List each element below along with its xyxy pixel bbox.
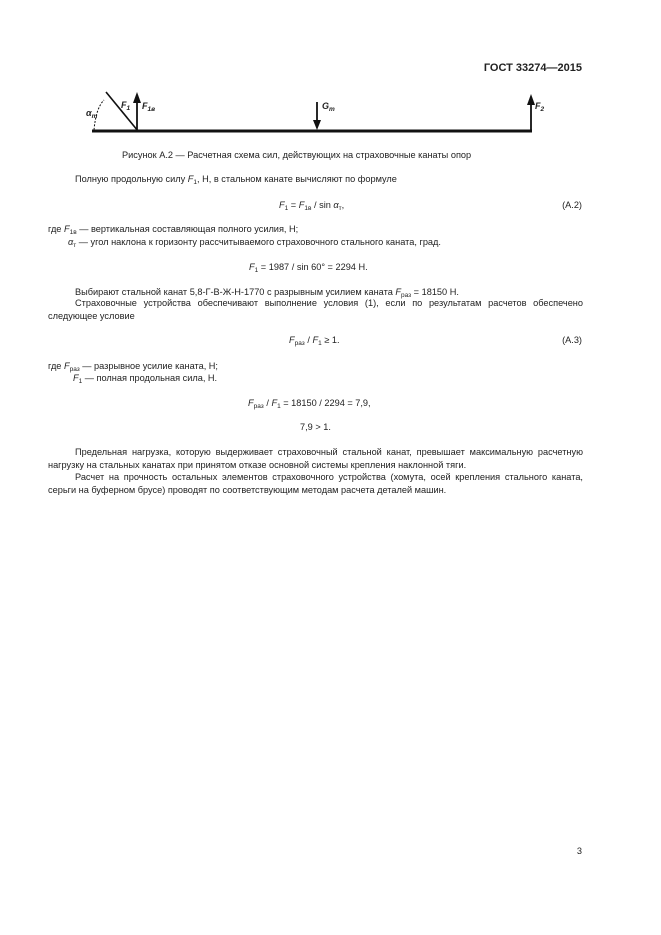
where-alpha: $\alpha_т$ — угол наклона к горизонту рассчитываемого страховочного стального каната, град. — [68, 237, 441, 249]
formula-a2: $F_1 = F_{1в} / \sin \alpha_т$, — [279, 200, 345, 212]
calculation-f1: $F_1 = 1987 / \sin 60^\circ = 2294$ Н. — [249, 262, 368, 274]
f2-arrowhead — [527, 94, 535, 105]
document-code: ГОСТ 33274—2015 — [483, 62, 582, 74]
where-f1: $F_1$ — полная продольная сила, Н. — [73, 373, 218, 385]
label-f2: $F_2$ — [535, 101, 545, 113]
label-f1v: $F_{1в}$ — [142, 101, 156, 113]
figure-caption: Рисунок А.2 — Расчетная схема сил, действующих на страховочные канаты опор — [122, 150, 472, 160]
inclined-rope — [106, 92, 138, 131]
where-f1v: где $F_{1в}$ — вертикальная составляющая полного усилия, Н; — [48, 224, 299, 236]
paragraph-intro: Полную продольную силу $F_1$, Н, в стальном канате вычисляют по формуле — [75, 174, 397, 186]
label-alpha: $\alpha_т$ — [86, 108, 98, 120]
formula-a2-number: (А.2) — [562, 200, 582, 210]
formula-a3-number: (А.3) — [562, 335, 582, 345]
label-g: $G_т$ — [322, 101, 335, 113]
label-f1: $F_1$ — [121, 100, 131, 112]
paragraph-strength-calc: Расчет на прочность остальных элементов страховочного устройства (хомута, осей крепления стального каната, серьги на буферном брусе) проводят по соответствующим методам расчета деталей машин. — [48, 472, 583, 495]
paragraph-condition: Страховочные устройства обеспечивают выполнение условия (1), если по результатам расчетов обеспечено следующее условие — [48, 298, 583, 321]
calculation-result: 7,9 > 1. — [300, 422, 331, 432]
f1-arrowhead — [133, 92, 141, 103]
g-arrowhead — [313, 120, 321, 130]
calculation-ratio: $F_{раз} / F_1 = 18150 / 2294 = 7,9$, — [248, 398, 371, 410]
paragraph-rope-choice: Выбирают стальной канат 5,8-Г-В-Ж-Н-1770 с разрывным усилием каната $F_{раз} = 18150$ Н. — [75, 287, 459, 299]
formula-a3: $F_{раз} / F_1 \ge 1$. — [289, 335, 340, 347]
paragraph-load-conclusion: Предельная нагрузка, которую выдерживает страховочный стальной канат, превышает максимальную расчетную нагрузку на стальных канатах при принятом отказе основной системы крепления наклонной тяги. — [48, 447, 583, 470]
where-fraz: где $F_{раз}$ — разрывное усилие каната, Н; — [48, 361, 218, 373]
page-number: 3 — [576, 846, 582, 856]
